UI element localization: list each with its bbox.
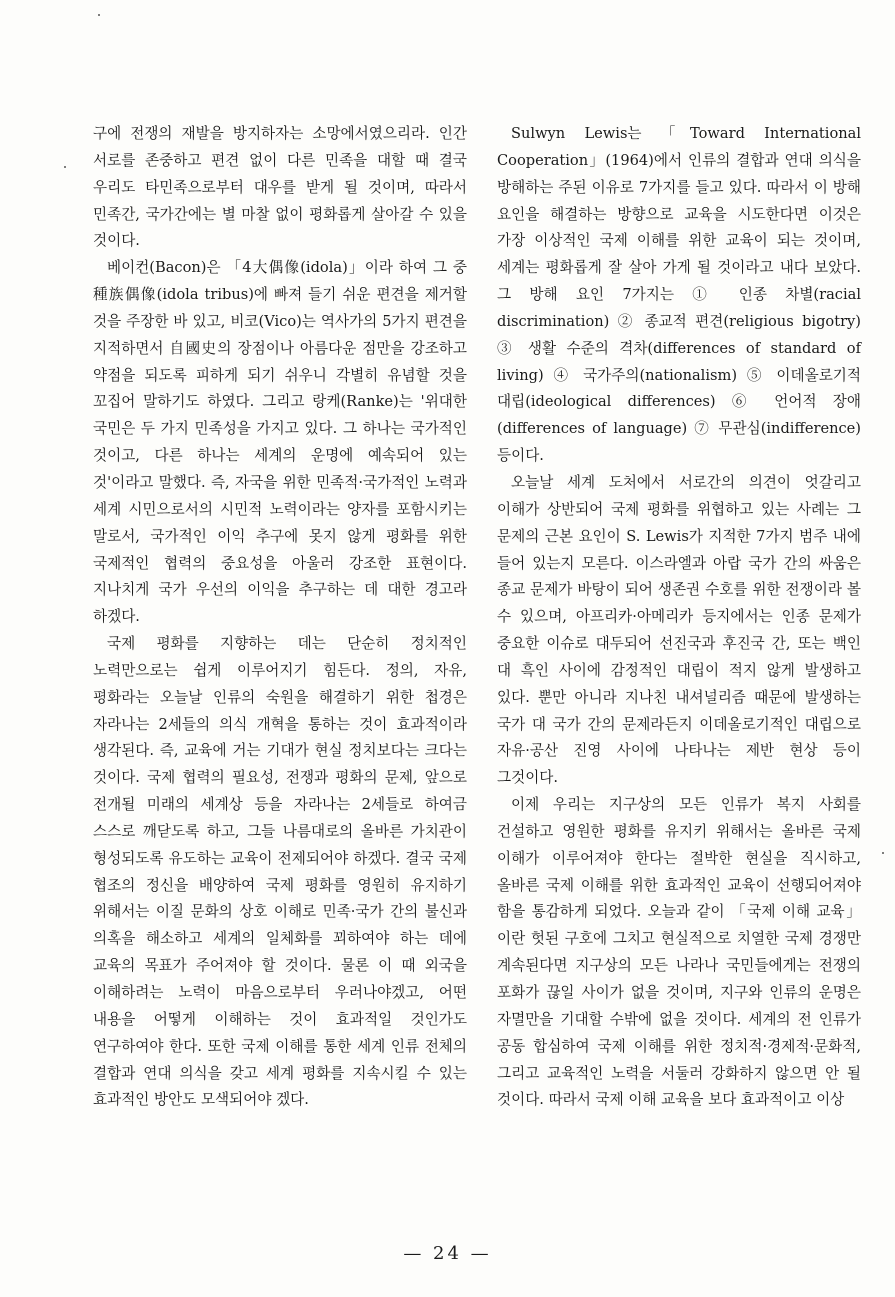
right-column bbox=[497, 121, 861, 1114]
scan-speck bbox=[882, 852, 884, 854]
paragraph: 이제 우리는 지구상의 모든 인류가 복지 사회를 건설하고 영원한 평화를 유지키 위해서는 올바른 국제 이해가 이루어져야 한다는 절박한 현실을 직시하고, 올바른 국제 이해를 위한 효과적인 교육이 선행되어져야 함을 통감하게 되었다. 오늘과 같이 「국제 이해 교육」이란 헛된 구호에 그치고 현실적으로 치열한 국제 경쟁만 계속된다면 지구상의 모든 나라나 국민들에게는 전쟁의 포화가 끊일 사이가 없을 것이며, 지구와 인류의 운명은 자멸만을 기대할 수밖에 없을 것이다. 세계의 전 인류가 공동 합심하여 국제 이해를 위한 정치적·경제적·문화적, 그리고 교육적인 노력을 서둘러 강화하지 않으면 안 될 것이다. 따라서 국제 이해 교육을 보다 효과적이고 이상 bbox=[497, 796, 861, 1109]
paragraph: 오늘날 세계 도처에서 서로간의 의견이 엇갈리고 이해가 상반되어 국제 평화를 위협하고 있는 사례는 그 문제의 근본 요인이 S. Lewis가 지적한 7가지 범주 내에 들어 있는지 모른다. 이스라엘과 아랍 국가 간의 싸움은 종교 문제가 바탕이 되어 생존권 수호를 위한 전쟁이라 볼 수 있으며, 아프리카·아메리카 등지에서는 인종 문제가 중요한 이슈로 대두되어 선진국과 후진국 간, 또는 백인 대 흑인 사이에 감정적인 대립이 적지 않게 발생하고 있다. 뿐만 아니라 지나친 내셔널리즘 때문에 발생하는 국가 대 국가 간의 문제라든지 이데올로기적인 대립으로 자유·공산 진영 사이에 나타나는 제반 현상 등이 그것이다. bbox=[497, 473, 861, 787]
paragraph: 국제 평화를 지향하는 데는 단순히 정치적인 노력만으로는 쉽게 이루어지기 힘든다. 정의, 자유, 평화라는 오늘날 인류의 숙원을 해결하기 위한 첩경은 자라나는 2세들의 의식 개혁을 통하는 것이 효과적이라 생각된다. 즉, 교육에 거는 기대가 현실 정치보다는 크다는 것이다. 국제 협력의 필요성, 전쟁과 평화의 문제, 앞으로 전개될 미래의 세계상 등을 자라나는 2세들로 하여금 스스로 깨닫도록 하고, 그들 나름대로의 올바른 가치관이 형성되도록 유도하는 교육이 전제되어야 하겠다. 결국 국제 협조의 정신을 배양하여 국제 평화를 영원히 유지하기 위해서는 이질 문화의 상호 이해로 민족·국가 간의 불신과 의혹을 해소하고 세계의 일체화를 꾀하여야 하는 데에 교육의 목표가 주어져야 할 것이다. 물론 이 때 외국을 이해하려는 노력이 마음으로부터 우러나야겠고, 어떤 내용을 어떻게 이해하는 것이 효과적일 것인가도 연구하여야 한다. 또한 국제 이해를 통한 세계 인류 전체의 결합과 연대 의식을 갖고 세계 평화를 지속시킬 수 있는 효과적인 방안도 모색되어야 겠다. bbox=[93, 635, 467, 1109]
scan-speck bbox=[98, 14, 100, 16]
page-number: — 24 — bbox=[403, 1243, 492, 1264]
scan-speck bbox=[64, 166, 66, 168]
left-column bbox=[93, 121, 467, 1114]
paragraph: 베이컨(Bacon)은 「4大偶像(idola)」이라 하여 그 중 種族偶像(idola tribus)에 빠져 들기 쉬운 편견을 제거할 것을 주장한 바 있고, 비코(Vico)는 역사가의 5가지 편견을 지적하면서 自國史의 장점이나 아름다운 점만을 강조하고 약점을 되도록 피하게 되기 쉬우니 각별히 유념할 것을 꼬집어 말하기도 하였다. 그리고 랑케(Ranke)는 '위대한 국민은 두 가지 민족성을 가지고 있다. 그 하나는 국가적인 것이고, 다른 하나는 세계의 운명에 예속되어 있는 것'이라고 말했다. 즉, 자국을 위한 민족적·국가적인 노력과 세계 시민으로서의 시민적 노력이라는 양자를 포함시키는 말로서, 국가적인 이익 추구에 못지 않게 평화를 위한 국제적인 협력의 중요성을 아울러 강조한 표현이다. 지나치게 국가 우선의 이익을 추구하는 데 대한 경고라 하겠다. bbox=[93, 259, 467, 626]
paragraph: Sulwyn Lewis는 「Toward International Cooperation」(1964)에서 인류의 결합과 연대 의식을 방해하는 주된 이유로 7가지를 들고 있다. 따라서 이 방해 요인을 해결하는 방향으로 교육을 시도한다면 이것은 가장 이상적인 국제 이해를 위한 교육이 되는 것이며, 세계는 평화롭게 잘 살아 가게 될 것이라고 내다 보았다. 그 방해 요인 7가지는 ① 인종 차별(racial discrimination) ② 종교적 편견(religious bigotry) ③ 생활 수준의 격차(differences of standard of living) ④ 국가주의(nationalism) ⑤ 이데올로기적 대립(ideological differences) ⑥ 언어적 장애(differences of language) ⑦ 무관심(indifference) 등이다. bbox=[497, 125, 861, 465]
paragraph: 구에 전쟁의 재발을 방지하자는 소망에서였으리라. 인간 서로를 존중하고 편견 없이 다른 민족을 대할 때 결국 우리도 타민족으로부터 대우를 받게 될 것이며, 따라서 민족간, 국가간에는 별 마찰 없이 평화롭게 살아갈 수 있을 것이다. bbox=[93, 125, 467, 250]
